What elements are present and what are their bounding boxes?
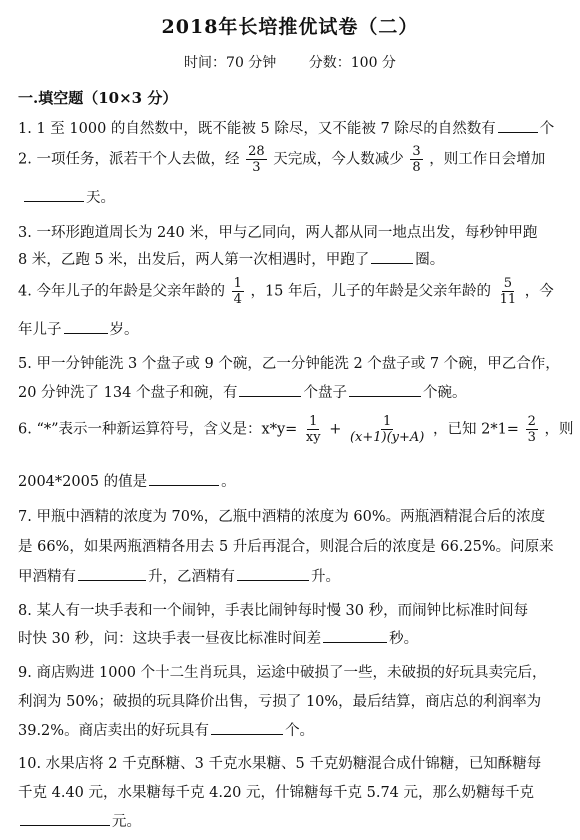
question-5-line-2 [18, 381, 466, 402]
question-7-line-3 [18, 565, 340, 586]
q6-f1-den: xy [305, 430, 321, 445]
q8-blank[interactable] [323, 628, 387, 643]
q4-f2-den: 11 [499, 292, 517, 307]
q4-tail: 岁。 [109, 322, 139, 338]
question-3-line-2 [18, 248, 444, 269]
q6-fraction-3 [526, 414, 538, 445]
q6-text-b: ，已知 2*1= [433, 421, 519, 438]
section-heading: 一.填空题（10×3 分） [18, 89, 178, 107]
question-9-line-2: 利润为 50%；破损的玩具降价出售，亏损了 10%，最后结算，商店总的利润率为 [18, 694, 542, 710]
exam-meta [0, 52, 580, 72]
q1-blank[interactable] [498, 118, 538, 133]
q5-text-b: 个盘子 [303, 385, 347, 401]
question-6-line-2 [18, 470, 236, 491]
question-4-line-2 [18, 318, 139, 339]
q10-tail: 元。 [112, 814, 141, 830]
q6-f1-num: 1 [309, 414, 318, 429]
question-8-line-2 [18, 627, 418, 648]
q4-line-2: 年儿子 [18, 322, 62, 338]
q4-text-b: ，15 年后，儿子的年龄是父亲年龄的 [250, 283, 492, 300]
q4-text-c: ，今 [524, 283, 554, 300]
q6-text-c: ，则 [544, 421, 574, 438]
q5-tail: 个碗。 [422, 385, 467, 401]
q4-f1-den: 4 [233, 292, 242, 307]
question-3: 3. 一环形跑道周长为 240 米，甲与乙同向，两人都从同一地点出发，每秒钟甲跑 [18, 225, 538, 241]
question-7-line-2: 是 66%，如果两瓶酒精各用去 5 升后再混合，则混合后的浓度是 66.25%。问原来 [18, 539, 554, 555]
q2-text-b: 天完成，今人数减少 [273, 151, 404, 168]
q4-f1-num: 1 [233, 276, 242, 291]
q7-blank-b[interactable] [237, 566, 309, 581]
q9-text: 39.2%。商店卖出的好玩具有 [18, 723, 210, 739]
q7-text-b: 升，乙酒精有 [148, 569, 235, 585]
q4-text-a: 4. 今年儿子的年龄是父亲年龄的 [18, 283, 225, 300]
q9-blank[interactable] [211, 720, 283, 735]
question-6 [18, 414, 573, 445]
q2-f1-den: 3 [252, 160, 261, 175]
q4-fraction-2 [498, 276, 519, 307]
question-9-line-3 [18, 719, 314, 740]
q7-tail: 升。 [311, 569, 340, 585]
question-2 [18, 144, 545, 175]
question-10: 10. 水果店将 2 千克酥糖、3 千克水果糖、5 千克奶糖混合成什锦糖，已知酥糖每 [18, 756, 542, 772]
q2-tail: 天。 [86, 190, 115, 206]
q3-tail: 圈。 [415, 252, 445, 268]
q3-blank[interactable] [371, 249, 413, 264]
q2-f2-num: 3 [412, 144, 421, 159]
q4-blank[interactable] [64, 319, 108, 334]
q2-fraction-2 [410, 144, 422, 175]
question-10-line-3 [18, 810, 141, 831]
q2-f1-num: 28 [248, 144, 265, 159]
q2-f2-den: 8 [412, 160, 421, 175]
q6-f2-den: (x+1)(y+A) [349, 430, 425, 445]
q5-text-a: 20 分钟洗了 134 个盘子和碗，有 [18, 385, 238, 401]
q7-text-a: 甲酒精有 [18, 569, 76, 585]
q6-f2-num: 1 [383, 414, 392, 429]
exam-score: 分数：100 分 [308, 55, 396, 71]
q4-f2-num: 5 [503, 276, 513, 291]
question-1 [18, 117, 554, 138]
q6-text-a: 6. “*”表示一种新运算符号，含义是：x*y= [18, 421, 298, 438]
question-5: 5. 甲一分钟能洗 3 个盘子或 9 个碗，乙一分钟能洗 2 个盘子或 7 个碗，甲乙合作， [18, 356, 560, 372]
q6-line-2: 2004*2005 的值是 [18, 474, 148, 490]
question-10-line-2: 千克 4.40 元，水果糖每千克 4.20 元，什锦糖每千克 5.74 元，那么奶糖每千克 [18, 785, 535, 801]
q10-blank[interactable] [20, 811, 110, 826]
q1-text: 1. 1 至 1000 的自然数中，既不能被 5 除尽，又不能被 7 除尽的自然数有 [18, 121, 496, 137]
q6-tail: 。 [221, 474, 236, 490]
q1-tail: 个 [539, 121, 555, 137]
question-9: 9. 商店购进 1000 个十二生肖玩具，运途中破损了一些，未破损的好玩具卖完后， [18, 665, 547, 681]
q8-text: 时快 30 秒，问：这块手表一昼夜比标准时间差 [18, 631, 322, 647]
q6-blank[interactable] [149, 471, 219, 486]
q2-text-a: 2. 一项任务，派若干个人去做，经 [18, 151, 240, 168]
q5-blank-bowls[interactable] [349, 382, 421, 397]
question-7: 7. 甲瓶中酒精的浓度为 70%，乙瓶中酒精的浓度为 60%。两瓶酒精混合后的浓度 [18, 509, 546, 525]
q7-blank-a[interactable] [78, 566, 146, 581]
q5-blank-plates[interactable] [239, 382, 301, 397]
q2-text-c: ，则工作日会增加 [429, 151, 546, 168]
q3-text: 8 米，乙跑 5 米，出发后，两人第一次相遇时，甲跑了 [18, 252, 370, 268]
q6-f3-num: 2 [527, 414, 536, 429]
q4-fraction-1 [232, 276, 244, 307]
question-8: 8. 某人有一块手表和一个闹钟，手表比闹钟每时慢 30 秒，而闹钟比标准时间每 [18, 603, 529, 619]
q2-fraction-1 [246, 144, 267, 175]
question-4 [18, 276, 554, 307]
question-2-line-2 [18, 186, 115, 207]
q9-tail: 个。 [285, 723, 315, 739]
q2-blank[interactable] [24, 187, 84, 202]
q6-fraction-1 [304, 414, 323, 445]
exam-time: 时间：70 分钟 [184, 55, 277, 71]
q6-fraction-2 [348, 414, 426, 445]
q6-plus: + [329, 421, 342, 438]
q6-f3-den: 3 [527, 430, 536, 445]
q8-tail: 秒。 [389, 631, 419, 647]
exam-title: 2018年长培推优试卷（二） [161, 16, 419, 38]
